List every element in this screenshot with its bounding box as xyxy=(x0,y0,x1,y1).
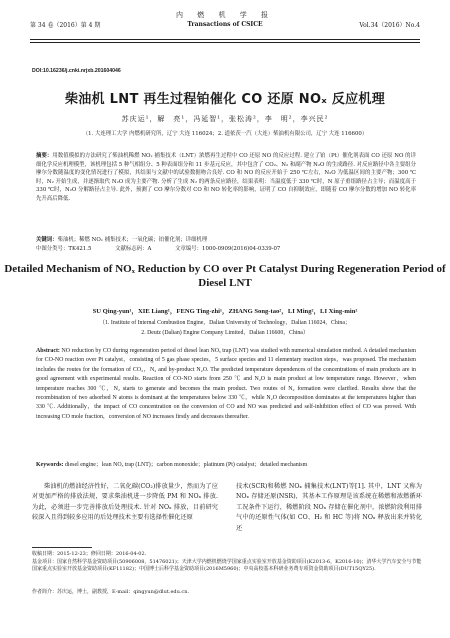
keywords-text-en: diesel engine；lean NOₓ trap (LNT)；carbon monoxide；platinum (Pt) catalyst；detailed mechanism xyxy=(64,462,308,468)
article-id: 文章编号：1000-0909(2016)04-0339-07 xyxy=(175,246,281,252)
title-cn: 柴油机 LNT 再生过程铂催化 CO 还原 NOₓ 反应机理 xyxy=(64,92,386,107)
classification-number: 中图分类号：TK421.5 xyxy=(36,246,92,252)
abstract-text-en: NO reduction by CO during regeneration period of diesel lean NOₓ trap (LNT) was studied with numerical simulation method. A detailed mechanism for CO-NO reaction over Pt catalyst，consisting of 5 gas phase species，5 surface species and 11 elementary reaction steps，was proposed. The mechanism includes the routes for the formation of CO₂，N₂ and by-product N₂O. The predicted temperature dependences of the concentrations of main products are in good agreement with experimental results. Reaction of CO-NO starts from 250 ℃ and N₂O is main product at low temperature range. However，when temperature reaches 300 ℃，N₂ starts to generate and becomes the main product. Two routes of N₂ formation were clarified. Results show that the recombination of two adsorbed N atoms is dominant at the temperatures below 330 ℃，while N₂O decomposition dominates at the temperatures higher than 330 ℃. Additionally，the impact of CO concentration on the conversion of CO and NO was predicted and self-inhibition effect of CO was proved. With increasing CO mole fraction，conversion of NO increases firstly and decreases thereafter. xyxy=(36,348,416,420)
authors-en: SU Qing-yun¹，XIE Liang¹，FENG Ting-zhi¹，ZHANG Song-tao²，LI Ming²，LI Xing-min² xyxy=(92,308,358,315)
title-en: Detailed Mechanism of NOₓ Reduction by CO over Pt Catalyst During Regeneration Period of Diesel LNT xyxy=(4,263,446,289)
keywords-en xyxy=(36,461,416,470)
keywords-label-en: Keywords: xyxy=(36,462,64,468)
journal-name-cn: 内 燃 机 学 报 xyxy=(176,11,274,19)
header-rule-thick xyxy=(30,39,420,40)
affiliation-en-2: 2. Deutz (Dalian) Engine Company Limited，Dalian 116600，China） xyxy=(141,330,309,336)
abstract-label-en: Abstract: xyxy=(36,348,60,354)
body-column-right: 技术(SCR)和稀燃 NOₓ 捕集技术(LNT)等[1]. 其中，LNT 又称为 NOₓ 存储还原(NSR)，其基本工作原理是该系统在稀燃和浓燃循环工况条件下运行，稀燃阶段 NOₓ 存储在催化剂中，浓燃阶段利用排气中的还原性气体(如 CO、H₂ 和 HC 等)将 NOₓ 释放出来并转化还 xyxy=(236,483,422,532)
keywords-label-cn: 关键词： xyxy=(36,237,58,243)
running-header xyxy=(30,10,420,38)
abstract-cn xyxy=(36,152,416,204)
document-code: 文献标志码：A xyxy=(115,246,152,252)
header-rule-thin xyxy=(30,42,420,43)
authors-cn: 苏庆运¹，解 亮¹，冯延智¹，张松涛²，李 明²，李兴民² xyxy=(121,115,329,123)
doi: DOI:10.16236/j.cnki.nrjxb.201604046 xyxy=(32,68,121,74)
abstract-en xyxy=(36,347,416,422)
journal-name-en: Transactions of CSICE xyxy=(187,21,263,28)
header-volume-cn: 第 34 卷（2016）第 4 期 xyxy=(30,22,101,29)
classification-line xyxy=(36,245,416,254)
footnote-dates: 收稿日期：2015-12-23；修回日期：2016-04-02. xyxy=(32,551,147,557)
footnote-fund: 基金项目：国家自然科学基金资助项目(50906008，51476021)；天津大学内燃机燃烧学国家重点实验室开放基金资助项目(K2013-6，K2016-10)；清华大学汽车安全与节能国家重点实验室开放基金资助项目(KF11182)；中国博士后科学基金资助项目(2016M5960)；中央高校基本科研业务费专项资金资助项目(DUT15QY25). xyxy=(32,559,422,573)
keywords-text-cn: 柴油机；稀燃 NOₓ 捕集技术；一氧化碳；铂催化剂；详细机理 xyxy=(57,237,208,243)
footnote-rule xyxy=(32,547,92,548)
affiliations-cn: （1. 大连理工大学 内燃机研究所，辽宁 大连 116024；2. 道依茨一汽（大连）柴油机有限公司，辽宁 大连 116600） xyxy=(82,131,368,137)
body-column-left: 柴油机的燃油经济性好，二氧化碳(CO₂)排放量少，然而为了应对更加严格的排放法规，要求柴油机进一步降低 PM 和 NOₓ 排放. 为此，必须进一步完善排放后处理技术. 针对 NOₓ 排放，目前研究较深入且得到较多应用的后处理技术主要有选择性催化还原 xyxy=(32,483,218,522)
header-volume-en: Vol.34（2016）No.4 xyxy=(359,22,420,29)
footnote-author: 作者简介：苏庆运，博士，副教授，E-mail：qingyun@dlut.edu.cn. xyxy=(32,589,190,595)
keywords-cn xyxy=(36,236,416,245)
affiliation-en-1: （1. Institute of Internal Combustion Engine，Dalian University of Technology，Dalian 116024，China； xyxy=(99,320,351,326)
abstract-text-cn: 用数值模拟的方法研究了柴油机稀燃 NOₓ 捕集技术（LNT）浓燃再生过程中 CO 还原 NO 的反应过程. 建立了铂（Pt）催化剂表面 CO 还原 NO 的详细化学反应机理模型，该机理包括 5 种气相组分、5 种表面组分和 11 步基元反应，其中包含了 CO₂、N₂ 和副产物 N₂O 的生成路径. 对反应路径中各主要组分摩尔分数随温度的变化情况进行了模拟，其结果与文献中的试验数据吻合良好. CO 和 NO 的反应开始于 250 ℃左右，N₂O 为低温区间的主要产物；300 ℃时，N₂ 开始生成，并逐渐取代 N₂O 成为主要产物. 分析了生成 N₂ 的两条反应路径，结果表明：当温度低于 330 ℃时，N 原子重组路径占主导；而温度高于 330 ℃时，N₂O 分解路径占主导. 此外，预测了 CO 摩尔分数对 CO 和 NO 转化率的影响，证明了 CO 自抑制效应，即随着 CO 摩尔分数的增加 NO 转化率先升高后降低. xyxy=(36,153,416,202)
abstract-label-cn: 摘要： xyxy=(36,153,53,159)
